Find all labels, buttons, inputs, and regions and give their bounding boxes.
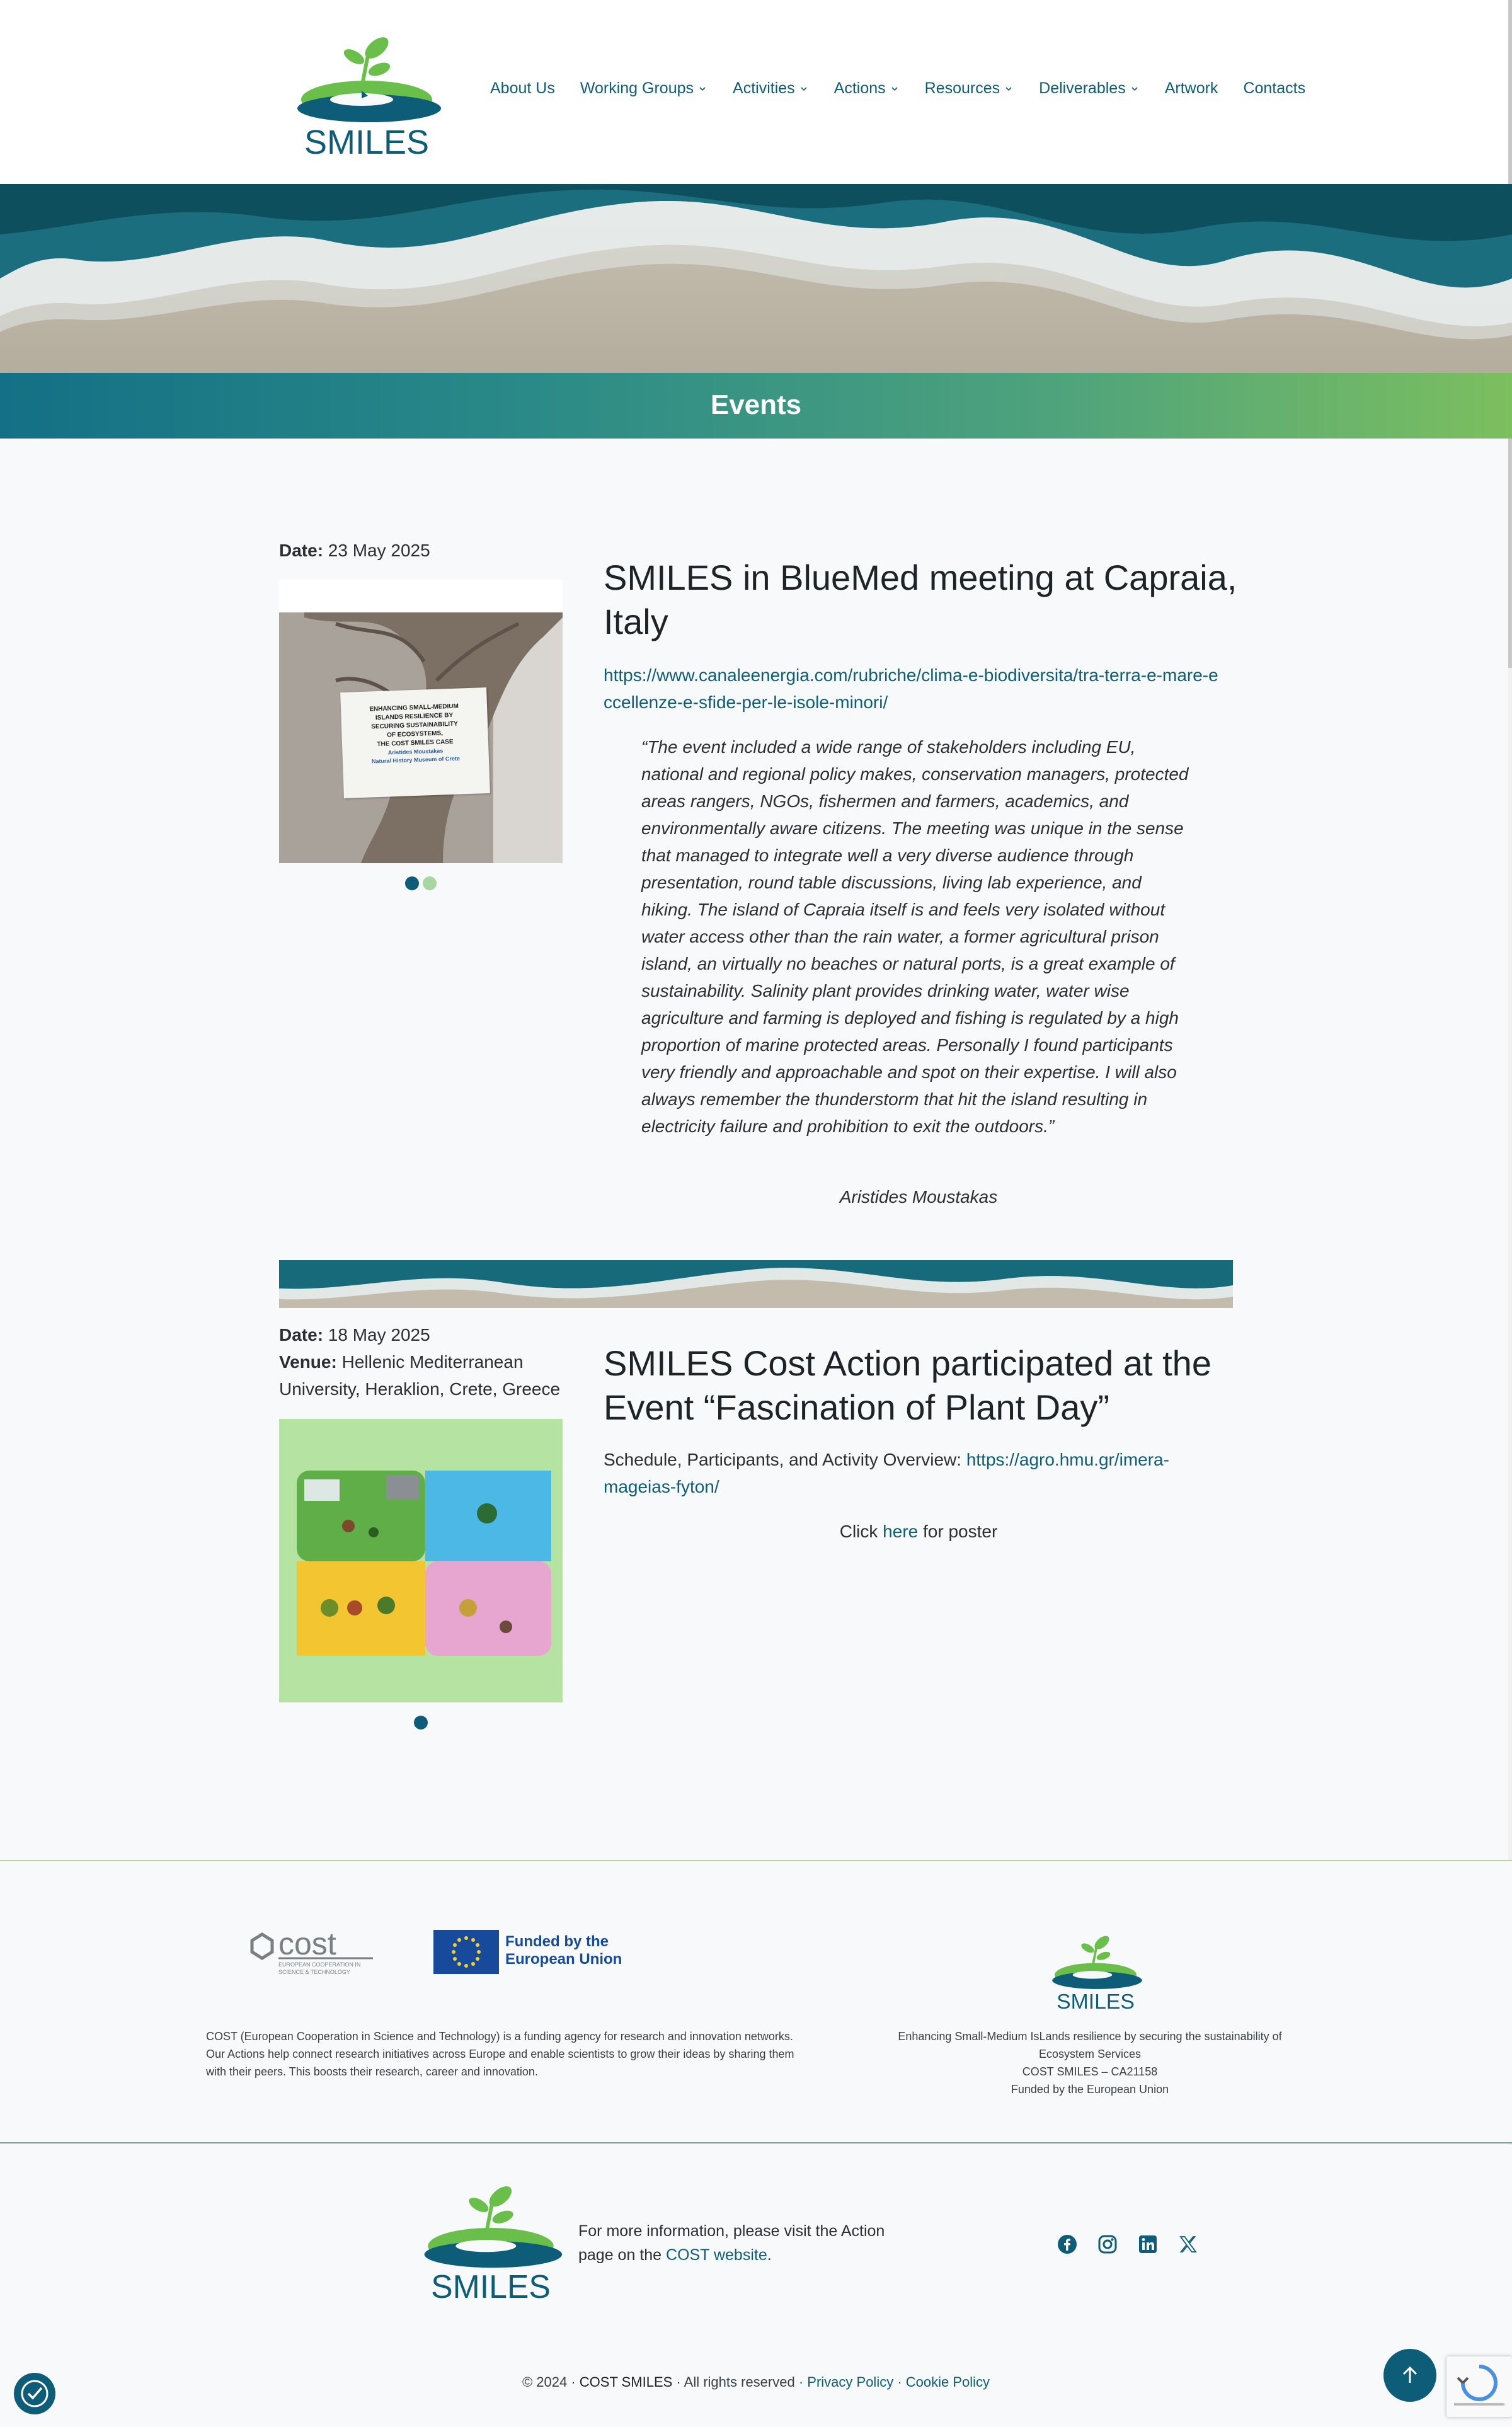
hero-beach-image [0, 184, 1512, 373]
cookie-policy-link[interactable]: · Cookie Policy [897, 2374, 990, 2390]
smiles-description [876, 2028, 1304, 2098]
x-twitter-icon[interactable] [1178, 2234, 1198, 2254]
copyright-bar [0, 2374, 1512, 2390]
event-date [279, 537, 430, 564]
event-image-carousel[interactable] [279, 1419, 563, 1702]
chevron-down-icon [1130, 84, 1140, 94]
carousel-dot-active[interactable] [414, 1716, 428, 1730]
nav-activities[interactable]: Activities [733, 79, 809, 98]
footer-funding [0, 1860, 1512, 2143]
poster-line [604, 1518, 1234, 1545]
event-title: SMILES Cost Action participated at the Event “Fascination of Plant Day” [604, 1343, 1211, 1427]
event-meta-2 [279, 1321, 569, 1403]
arrow-up-icon [1383, 2349, 1436, 2402]
svg-text:SMILES: SMILES [304, 123, 430, 160]
smiles-desc-line-2: COST SMILES – CA21158 [1022, 2065, 1158, 2078]
quote-author: Aristides Moustakas [839, 1187, 998, 1207]
smiles-footer-logo-large[interactable] [418, 2177, 563, 2306]
copyright-name: COST SMILES [579, 2374, 673, 2390]
recaptcha-badge[interactable] [1446, 2356, 1512, 2417]
cost-logo-subtitle: EUROPEAN COOPERATION IN SCIENCE & TECHNOLOGY [278, 1961, 361, 1975]
smiles-desc-line-1: Enhancing Small-Medium IsLands resilience by securing the sustainability of Ecosystem Services [898, 2030, 1282, 2060]
site-header [0, 0, 1512, 184]
smiles-desc-line-3: Funded by the European Union [1011, 2083, 1169, 2096]
more-info-text: For more information, please visit the Action page on the COST website. [578, 2222, 885, 2264]
date-label: Date: [279, 541, 324, 560]
chevron-down-icon [890, 84, 900, 94]
schedule-link[interactable]: https://agro.hmu.gr/imera-mageias-fyton/ [604, 1450, 1169, 1496]
date-value: 23 May 2025 [328, 541, 430, 560]
nav-artwork[interactable]: Artwork [1164, 79, 1218, 97]
poster-sign: ENHANCING SMALL-MEDIUM ISLANDS RESILIENCE BY SECURING SUSTAINABILITY OF ECOSYSTEMS, THE COST SMILES CASE Aristides Moustakas Natural History Museum of Crete [340, 687, 490, 798]
event-schedule [604, 1446, 1234, 1500]
svg-text:SMILES: SMILES [431, 2268, 551, 2305]
svg-text:SMILES: SMILES [1057, 1990, 1135, 2014]
social-links [1057, 2234, 1198, 2254]
cost-logo[interactable] [247, 1927, 375, 1977]
nav-contacts[interactable]: Contacts [1243, 79, 1306, 97]
page-title: Events [710, 389, 802, 420]
page-title-band [0, 373, 1512, 439]
carousel-dot[interactable] [423, 876, 437, 890]
privacy-policy-link[interactable]: · Privacy Policy [798, 2374, 894, 2390]
poster-link[interactable]: here [883, 1522, 919, 1541]
copyright-year: © 2024 · [522, 2374, 576, 2390]
recaptcha-icon [1446, 2356, 1512, 2417]
event-venue [279, 1348, 569, 1403]
venue-label: Venue: [279, 1352, 337, 1372]
nav-working-groups[interactable]: Working Groups [580, 79, 707, 98]
eu-funded-text: Funded by the European Union [505, 1933, 622, 1968]
main-nav [490, 79, 1331, 98]
chevron-down-icon [1004, 84, 1014, 94]
copyright-rights: · All rights reserved [676, 2374, 795, 2390]
smiles-logo[interactable] [291, 30, 442, 160]
nav-deliverables[interactable]: Deliverables [1039, 79, 1140, 98]
chevron-down-icon [799, 84, 809, 94]
poster-collage-image [279, 1419, 563, 1702]
eu-flag-icon [433, 1930, 499, 1974]
cost-website-link[interactable]: COST website [666, 2246, 767, 2264]
svg-text:cost: cost [278, 1927, 336, 1961]
event-title: SMILES in BlueMed meeting at Capraia, Italy [604, 558, 1237, 641]
instagram-icon[interactable] [1097, 2234, 1118, 2254]
date-value: 18 May 2025 [328, 1325, 430, 1345]
schedule-text: Schedule, Participants, and Activity Overview: [604, 1450, 962, 1469]
event-image-carousel[interactable] [279, 580, 563, 863]
cost-description: COST (European Cooperation in Science and Technology) is a funding agency for research and innovation networks. Our Actions help connect research initiatives across Europe and enable scientists to grow their ideas by sharing them with their peers. This boosts their research, career and innovation. [206, 2030, 794, 2078]
chevron-down-icon [697, 84, 707, 94]
cookie-settings-icon [14, 2373, 55, 2414]
date-label: Date: [279, 1325, 324, 1345]
facebook-icon[interactable] [1057, 2234, 1077, 2254]
cookie-consent-button[interactable] [14, 2373, 55, 2414]
poster-prefix: Click [839, 1522, 878, 1541]
divider-beach-image [279, 1260, 1233, 1308]
more-info-label: For more information, please visit the Action page on the [578, 2222, 885, 2264]
back-to-top-button[interactable] [1383, 2349, 1436, 2402]
event-link[interactable]: https://www.canaleenergia.com/rubriche/clima-e-biodiversita/tra-terra-e-mare-eccellenze-e-sfide-per-le-isole-minori/ [604, 665, 1218, 712]
venue-value: Hellenic Mediterranean University, Heraklion, Crete, Greece [279, 1352, 561, 1399]
carousel-dot-active[interactable] [405, 876, 419, 890]
event-quote: “The event included a wide range of stakeholders including EU, national and regional policy makes, conservation managers, protected areas rangers, NGOs, fishermen and farmers, academics, and environmentally aware citizens. The meeting was unique in the sense that managed to integrate well a very diverse audience through presentation, round table discussions, living lab experience, and hiking. The island of Capraia itself is and feels very isolated without water access other than the rain water, a former agricultural prison island, an virtually no beaches or natural ports, is a great example of sustainability. Salinity plant provides drinking water, water wise agriculture and farming is deployed and fishing is regulated by a high proportion of marine protected areas. Personally I found participants very friendly and approachable and spot on their expertise. I will also always remember the thunderstorm that hit the island resulting in electricity failure and prohibition to exit the outdoors.” [641, 737, 1189, 1136]
nav-actions[interactable]: Actions [834, 79, 900, 98]
linkedin-icon[interactable] [1138, 2234, 1158, 2254]
event-date [279, 1321, 569, 1348]
poster-suffix: for poster [923, 1522, 998, 1541]
nav-resources[interactable]: Resources [925, 79, 1014, 98]
smiles-footer-logo[interactable] [1048, 1929, 1143, 2015]
nav-about-us[interactable]: About Us [490, 79, 555, 97]
